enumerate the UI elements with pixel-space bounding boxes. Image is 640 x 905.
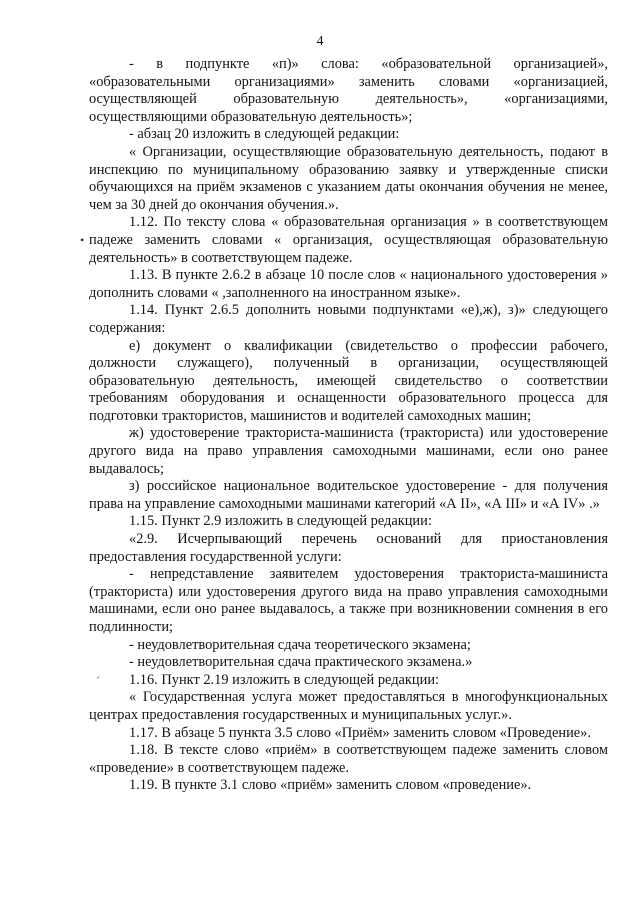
paragraph: 1.13. В пункте 2.6.2 в абзаце 10 после слов « национального удостоверения » дополнить словами « ,заполненного на иностранном языке». xyxy=(89,267,608,301)
paragraph: - в подпункте «п)» слова: «образовательной организацией», «образовательными организациями» заменить словами «организацией, осуществляющей образовательную деятельность», «организациями, осуществляющими образовательную деятельность»; xyxy=(89,56,608,125)
paragraph: - непредставление заявителем удостоверения тракториста-машиниста (тракториста) или удостоверения другого вида на право управления самоходными машинами, если оно ранее выдавалось, а также при возникновении сомнения в его подлинности; xyxy=(89,566,608,635)
paragraph: з) российское национальное водительское удостоверение - для получения права на управление самоходными машинами категорий «А II», «А III» и «А IV» .» xyxy=(89,478,608,512)
page-number: 4 xyxy=(316,34,324,49)
scan-artifact-dash: ˊ xyxy=(96,674,100,688)
paragraph: - неудовлетворительная сдача практического экзамена.» xyxy=(129,654,473,671)
paragraph: - неудовлетворительная сдача теоретического экзамена; xyxy=(129,636,471,653)
paragraph: е) документ о квалификации (свидетельство о профессии рабочего, должности служащего), полученный в организации, осуществляющей образовательную деятельность, имеющей свидетельство о соответствии требованиям оборудования и оснащенности образовательного процесса для подготовки трактористов, машинистов и водителей самоходных машин; xyxy=(89,337,608,424)
paragraph: « Государственная услуга может предоставляться в многофункциональных центрах предоставления государственных и муниципальных услуг.». xyxy=(89,689,608,723)
paragraph: « Организации, осуществляющие образовательную деятельность, подают в инспекцию по муниципальному образованию заявку и утвержденные списки обучающихся на приём экзаменов с указанием даты окончания обучения не менее, чем за 30 дней до окончания обучения.». xyxy=(89,143,608,213)
paragraph: 1.12. По тексту слова « образовательная организация » в соответствующем падеже заменить словами « организация, осуществляющая образовательную деятельность» в соответствующем падеже. xyxy=(89,214,608,266)
paragraph: «2.9. Исчерпывающий перечень оснований для приостановления предоставления государственной услуги: xyxy=(89,531,608,565)
paragraph: ж) удостоверение тракториста-машиниста (тракториста) или удостоверение другого вида на право управления самоходными машинами, если оно ранее выдавалось; xyxy=(89,425,608,477)
paragraph: 1.14. Пункт 2.6.5 дополнить новыми подпунктами «е),ж), з)» следующего содержания: xyxy=(89,302,608,336)
paragraph: 1.17. В абзаце 5 пункта 3.5 слово «Приём» заменить словом «Проведение». xyxy=(129,724,591,741)
paragraph: 1.19. В пункте 3.1 слово «приём» заменить словом «проведение». xyxy=(129,777,532,794)
document-body xyxy=(89,56,608,795)
paragraph: 1.18. В тексте слово «приём» в соответствующем падеже заменить словом «проведение» в соответствующем падеже. xyxy=(89,742,608,776)
paragraph: 1.16. Пункт 2.19 изложить в следующей редакции: xyxy=(129,671,440,688)
paragraph: - абзац 20 изложить в следующей редакции: xyxy=(129,126,400,143)
scan-artifact-dot: • xyxy=(80,233,85,247)
paragraph: 1.15. Пункт 2.9 изложить в следующей редакции: xyxy=(129,513,432,530)
